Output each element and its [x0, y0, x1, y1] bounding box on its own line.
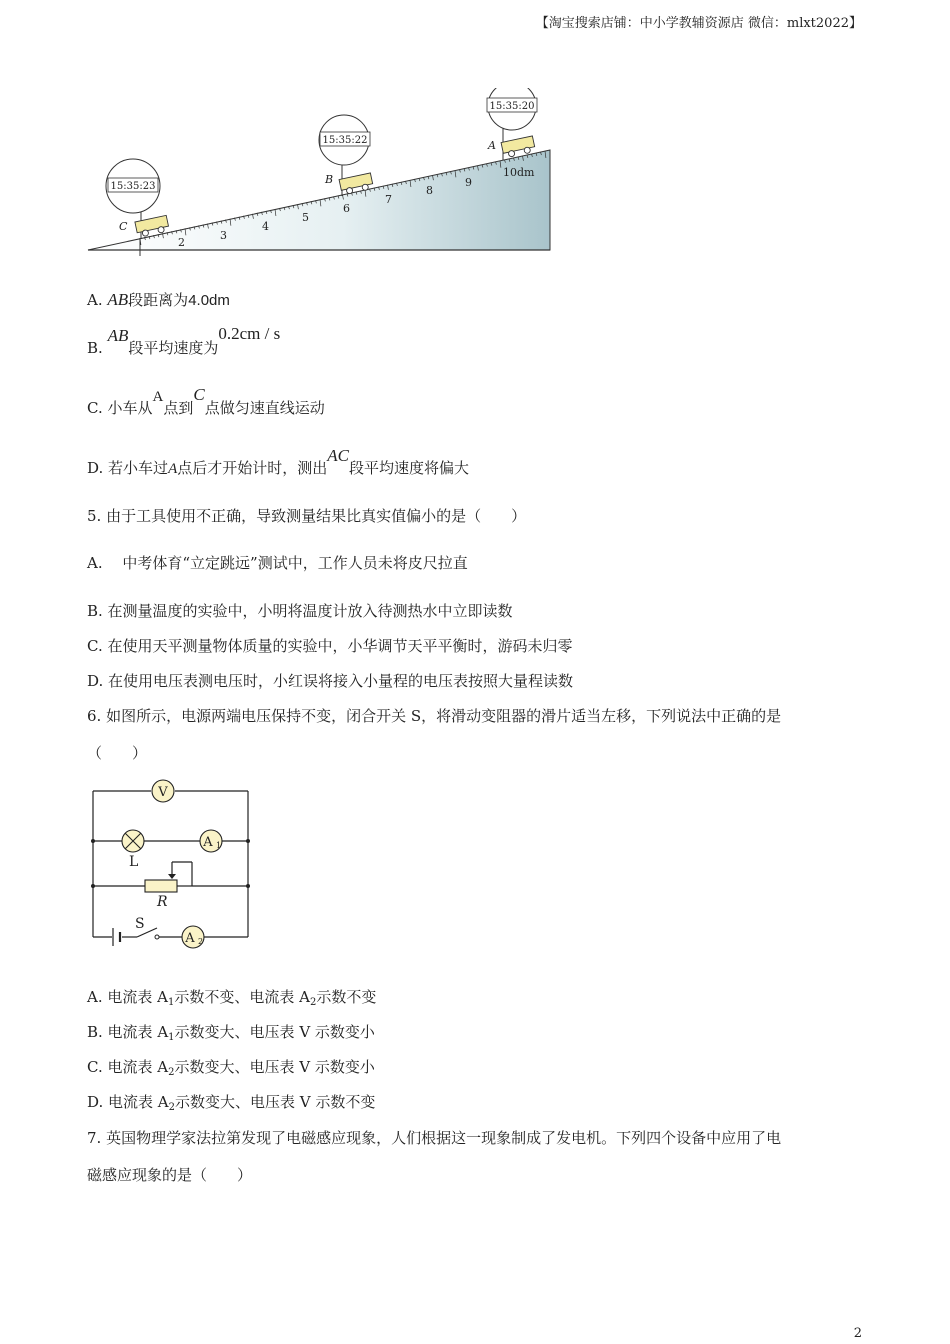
ramp-figure: [85, 88, 555, 258]
svg-text:A: A: [185, 931, 195, 946]
page-header: 【淘宝搜索店铺：中小学教辅资源店 微信：mlxt2022】: [535, 16, 862, 31]
ruler-label: 2: [178, 236, 185, 249]
clock-b-time: 15:35:22: [322, 135, 368, 146]
ruler-label: 4: [262, 220, 269, 233]
svg-text:2: 2: [198, 937, 204, 946]
q4-option-c: C. 小车从A点到C点做匀速直线运动: [87, 385, 325, 417]
rheostat-label: R: [157, 894, 168, 910]
ruler-label: 3: [220, 229, 227, 242]
q6-option-c: C. 电流表 $A_2$示数变大、电压表 V 示数变小: [87, 1058, 375, 1078]
ruler-label: 6: [343, 202, 350, 215]
q7-stem-line1: 7. 英国物理学家法拉第发现了电磁感应现象，人们根据这一现象制成了发电机。下列四个设备中应用了电: [87, 1129, 782, 1147]
ramp-incline: [88, 150, 550, 250]
q5-option-c: C. 在使用天平测量物体质量的实验中，小华调节天平平衡时，游码未归零: [87, 637, 573, 655]
clock-c-time: 15:35:23: [110, 181, 156, 192]
q5-option-a: A. 中考体育“立定跳远”测试中，工作人员未将皮尺拉直: [87, 554, 468, 572]
q6-option-a: A. 电流表 $A_1$示数不变、电流表 $A_2$示数不变: [87, 988, 377, 1008]
svg-text:A: A: [203, 835, 213, 850]
ruler-label: 9: [465, 176, 472, 189]
q6-stem: 6. 如图所示，电源两端电压保持不变，闭合开关 S，将滑动变阻器的滑片适当左移，下列说法中正确的是: [87, 707, 782, 725]
q4-option-d: D. 若小车过A点后才开始计时，测出AC段平均速度将偏大: [87, 446, 469, 477]
rheostat: [145, 880, 177, 892]
label-c: C: [119, 220, 128, 233]
q6-stem-blank: （ ）: [87, 744, 148, 762]
ruler-label: 5: [302, 211, 309, 224]
q5-stem: 5. 由于工具使用不正确，导致测量结果比真实值偏小的是（ ）: [87, 507, 527, 525]
lamp-label: L: [129, 854, 139, 870]
svg-text:V: V: [158, 785, 168, 800]
q7-stem-line2: 磁感应现象的是（ ）: [87, 1166, 253, 1184]
q6-option-d: D. 电流表 $A_2$示数变大、电压表 V 示数不变: [87, 1093, 376, 1113]
q4-option-b: B. AB段平均速度为0.2cm / s: [87, 324, 281, 357]
slider-arrow: [168, 874, 176, 879]
switch-label: S: [135, 916, 145, 932]
ruler-label: 10dm: [503, 166, 535, 179]
q6-option-b: B. 电流表 $A_1$示数变大、电压表 V 示数变小: [87, 1023, 375, 1043]
clock-a-time: 15:35:20: [489, 101, 535, 112]
page-number: 2: [853, 1326, 862, 1341]
ruler-label: 8: [426, 184, 433, 197]
q5-option-b: B. 在测量温度的实验中，小明将温度计放入待测热水中立即读数: [87, 602, 513, 620]
q5-option-d: D. 在使用电压表测电压时，小红误将接入小量程的电压表按照大量程读数: [87, 672, 574, 690]
label-b: B: [325, 173, 334, 186]
q4-option-a: A. AB段距离为4.0dm: [87, 290, 230, 309]
circuit-diagram: [85, 775, 260, 955]
label-a: A: [488, 139, 496, 152]
svg-text:1: 1: [216, 841, 222, 850]
ruler-label: 7: [385, 193, 392, 206]
